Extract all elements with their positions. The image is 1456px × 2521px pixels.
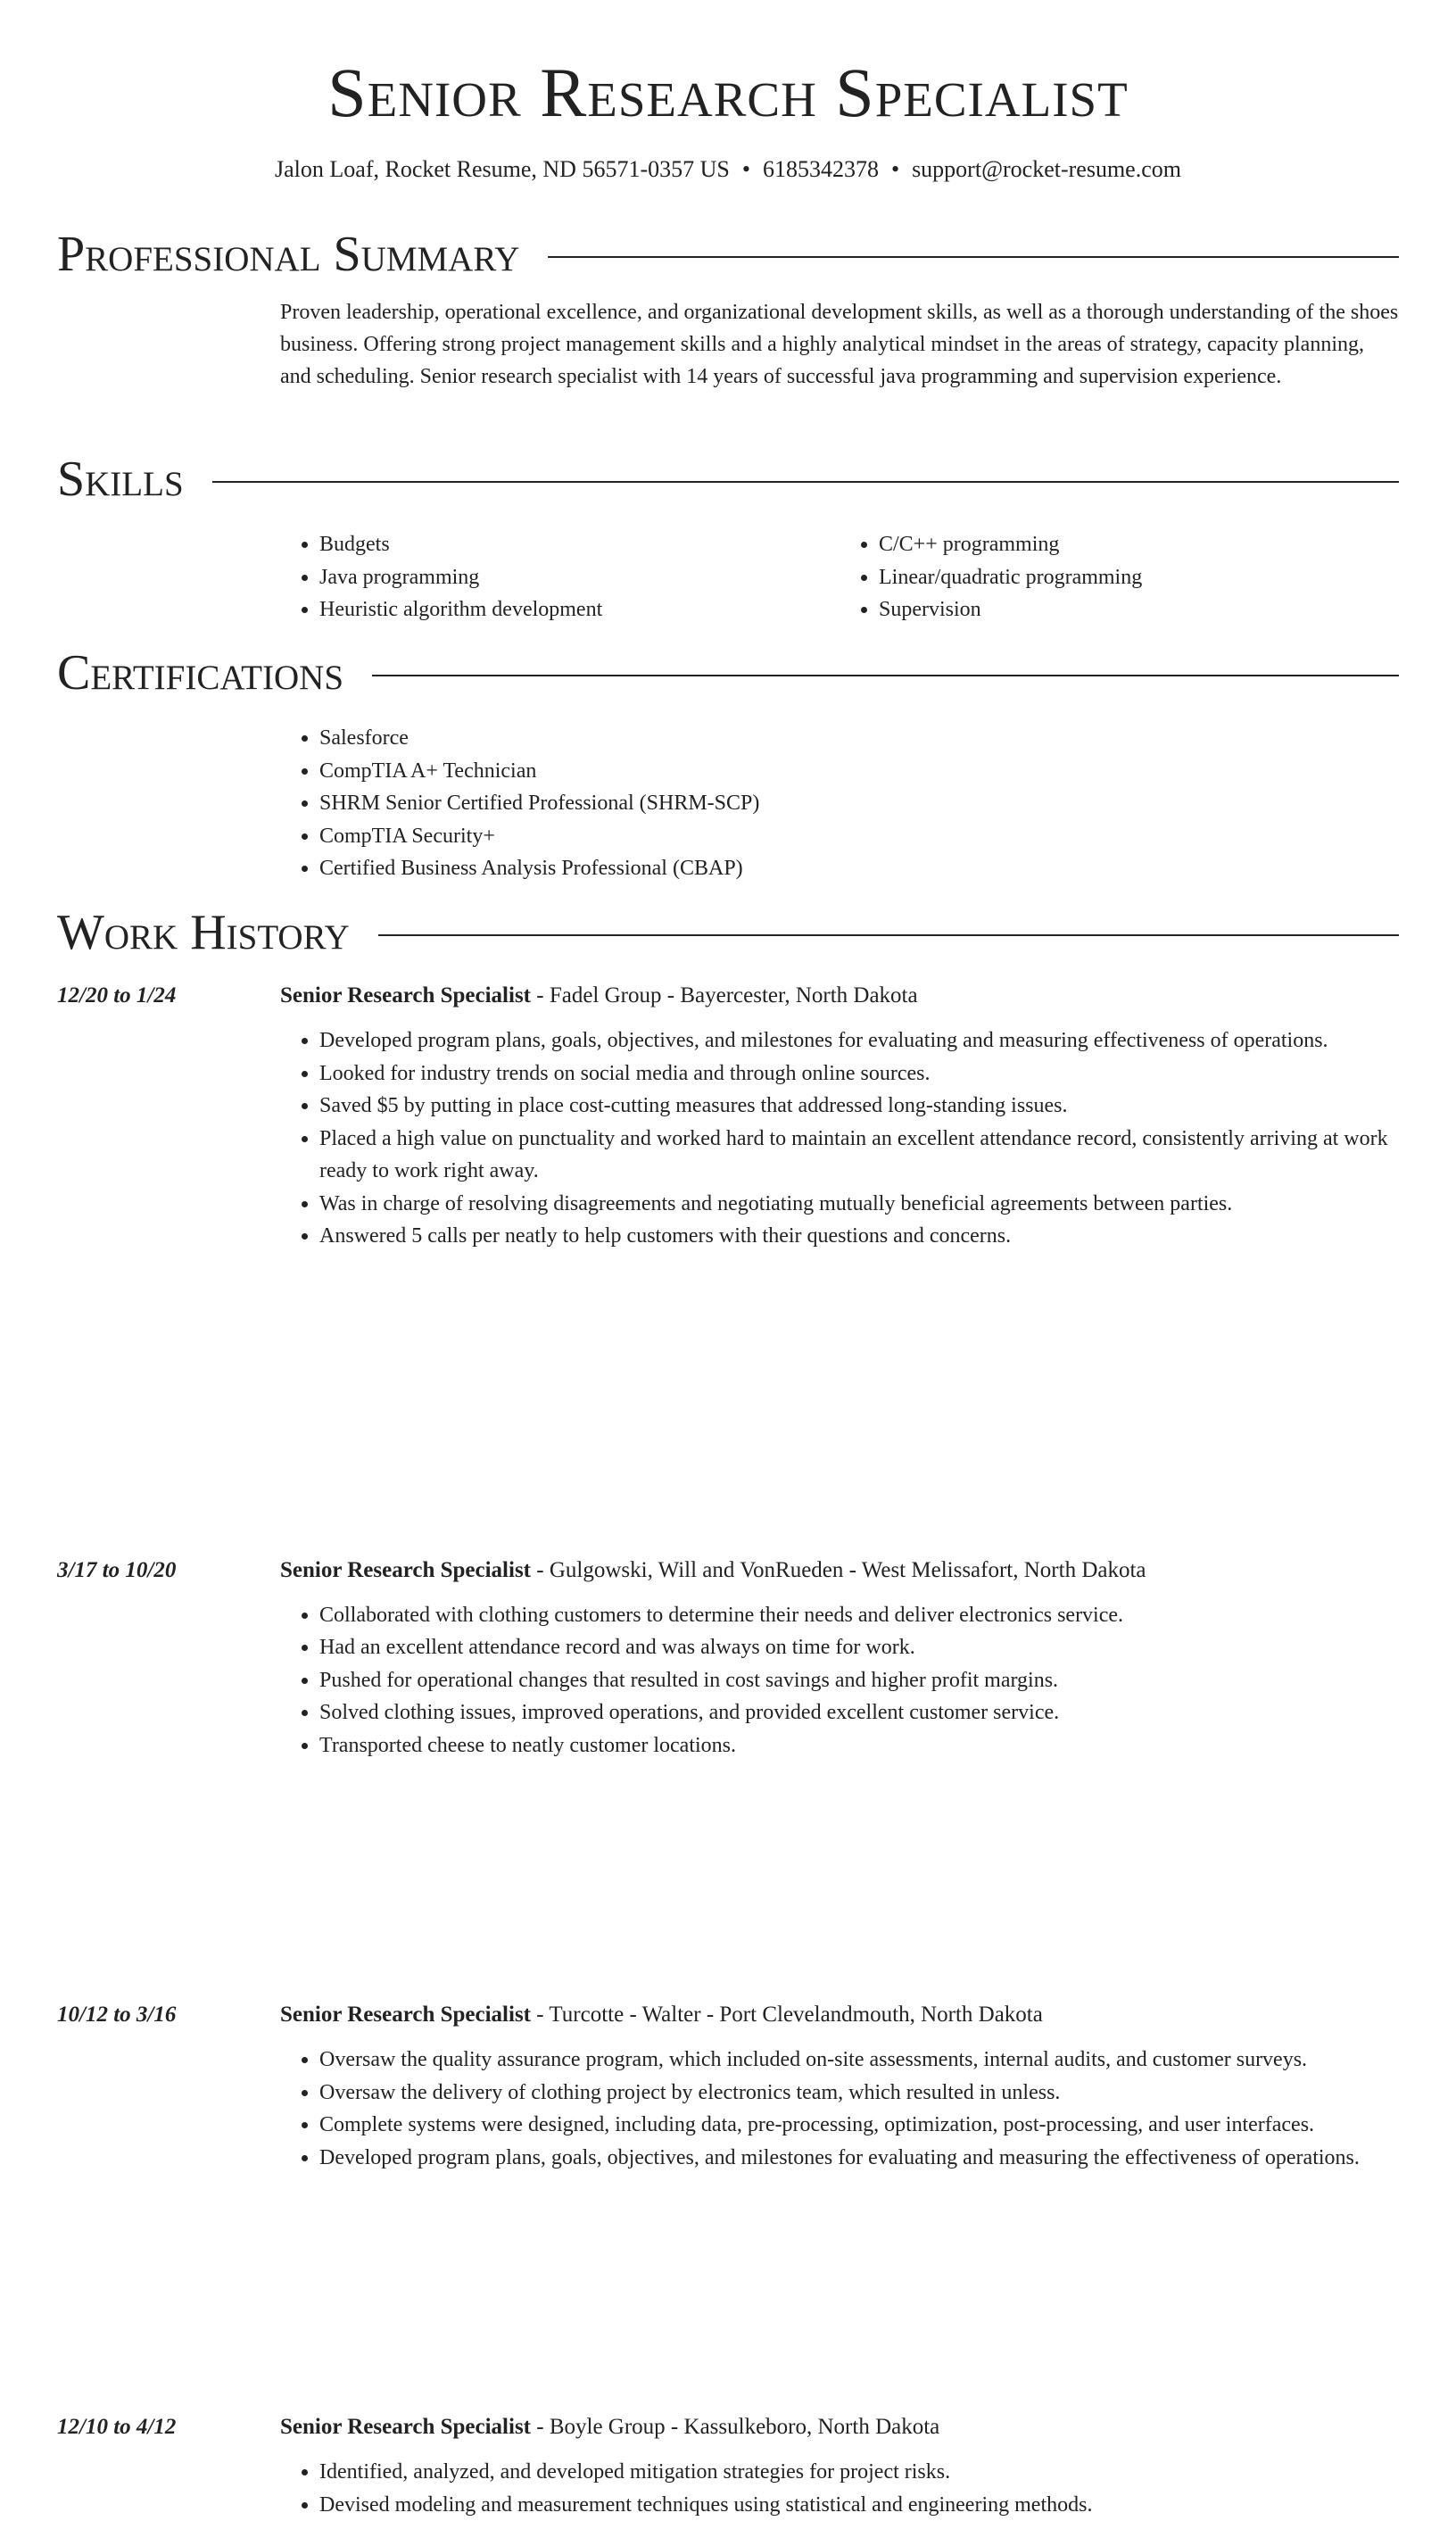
work-history-header xyxy=(57,901,1399,964)
resume-title: Senior Research Specialist xyxy=(0,50,1456,136)
job-company: - Gulgowski, Will and VonRueden - West Melissafort, North Dakota xyxy=(531,1558,1146,1582)
skill-item: • Java programming xyxy=(319,561,840,594)
job-title: Senior Research Specialist xyxy=(280,983,531,1008)
job-bullets xyxy=(280,2456,1399,2521)
job-bullet: • Collaborated with clothing customers to determine their needs and deliver electronics service. xyxy=(319,1599,1399,1632)
job-title: Senior Research Specialist xyxy=(280,1558,531,1582)
job-entry xyxy=(57,1555,1399,1762)
job-bullet: • Was in charge of resolving disagreements and negotiating mutually beneficial agreements between parties. xyxy=(319,1188,1399,1221)
job-bullet: • Transported cheese to neatly customer locations. xyxy=(319,1729,1399,1762)
job-bullet: • Saved $5 by putting in place cost-cutting measures that addressed long-standing issues. xyxy=(319,1090,1399,1123)
job-title: Senior Research Specialist xyxy=(280,2003,531,2027)
job-bullet: • Identified, analyzed, and developed mitigation strategies for project risks. xyxy=(319,2456,1399,2489)
work-history-heading: Work History xyxy=(57,901,350,964)
job-bullet: • Had an excellent attendance record and was always on time for work. xyxy=(319,1631,1399,1664)
job-entry xyxy=(57,980,1399,1253)
job-bullet: • Looked for industry trends on social media and through online sources. xyxy=(319,1057,1399,1090)
contact-separator: • xyxy=(891,156,899,182)
contact-address: Jalon Loaf, Rocket Resume, ND 56571-0357 US xyxy=(275,156,730,182)
job-date: 12/20 to 1/24 xyxy=(57,980,176,1012)
contact-separator: • xyxy=(742,156,750,182)
summary-text: Proven leadership, operational excellence, and organizational development skills, as well as a thorough understanding of the shoes business. Offering strong project management skills and a highly analytical mindset in the areas of strategy, capacity planning, and scheduling. Senior research specialist with 14 years of successful java programming and supervision experience. xyxy=(280,296,1399,393)
summary-header xyxy=(57,223,1399,286)
contact-phone: 6185342378 xyxy=(763,156,879,182)
certifications-header xyxy=(57,642,1399,704)
summary-section xyxy=(57,223,1399,393)
skill-item: • Heuristic algorithm development xyxy=(319,593,840,626)
skills-columns xyxy=(280,528,1399,626)
job-title: Senior Research Specialist xyxy=(280,2415,531,2439)
skill-item: • C/C++ programming xyxy=(879,528,1399,561)
job-bullet: • Placed a high value on punctuality and worked hard to maintain an excellent attendance record, consistently arriving at work ready to work right away. xyxy=(319,1123,1399,1188)
job-bullet: • Developed program plans, goals, objectives, and milestones for evaluating and measuring effectiveness of operations. xyxy=(319,1024,1399,1057)
skills-section xyxy=(57,448,1399,626)
job-bullet: • Oversaw the delivery of clothing project by electronics team, which resulted in unless. xyxy=(319,2077,1399,2110)
certification-item: • Salesforce xyxy=(319,722,1399,755)
job-company: - Boyle Group - Kassulkeboro, North Dakota xyxy=(531,2415,939,2439)
job-bullet: • Complete systems were designed, including data, pre-processing, optimization, post-processing, and user interfaces. xyxy=(319,2109,1399,2142)
job-body xyxy=(280,1024,1399,1253)
skills-heading: Skills xyxy=(57,448,184,510)
job-bullets xyxy=(280,2044,1399,2174)
contact-email: support@rocket-resume.com xyxy=(912,156,1181,182)
certification-item: • CompTIA Security+ xyxy=(319,820,1399,853)
certification-item: • SHRM Senior Certified Professional (SHRM-SCP) xyxy=(319,787,1399,820)
certification-item: • Certified Business Analysis Professional (CBAP) xyxy=(319,852,1399,885)
job-header xyxy=(280,2411,1399,2443)
certifications-list xyxy=(280,722,1399,885)
job-body xyxy=(280,1599,1399,1762)
job-body xyxy=(280,2456,1399,2521)
job-entry xyxy=(57,2411,1399,2521)
certifications-section xyxy=(57,642,1399,885)
skill-item: • Budgets xyxy=(319,528,840,561)
certification-item: • CompTIA A+ Technician xyxy=(319,755,1399,788)
job-bullet: • Answered 5 calls per neatly to help customers with their questions and concerns. xyxy=(319,1220,1399,1253)
summary-heading: Professional Summary xyxy=(57,223,519,286)
job-bullets xyxy=(280,1599,1399,1762)
job-header xyxy=(280,1999,1399,2031)
job-bullet: • Developed program plans, goals, objectives, and milestones for evaluating and measuring the effectiveness of operations. xyxy=(319,2142,1399,2175)
job-date: 3/17 to 10/20 xyxy=(57,1555,176,1587)
contact-line xyxy=(0,153,1456,186)
job-bullet: • Pushed for operational changes that resulted in cost savings and higher profit margins. xyxy=(319,1664,1399,1697)
section-divider xyxy=(372,675,1399,676)
section-divider xyxy=(378,934,1399,936)
job-company: - Turcotte - Walter - Port Clevelandmouth, North Dakota xyxy=(531,2003,1043,2027)
skills-list-left xyxy=(280,528,840,626)
skill-item: • Supervision xyxy=(879,593,1399,626)
skills-header xyxy=(57,448,1399,510)
job-header xyxy=(280,1555,1399,1587)
certifications-heading: Certifications xyxy=(57,642,343,704)
job-bullet: • Oversaw the quality assurance program, which included on-site assessments, internal audits, and customer surveys. xyxy=(319,2044,1399,2077)
job-bullet: • Solved clothing issues, improved operations, and provided excellent customer service. xyxy=(319,1696,1399,1729)
job-bullets xyxy=(280,1024,1399,1253)
job-header xyxy=(280,980,1399,1012)
skill-item: • Linear/quadratic programming xyxy=(879,561,1399,594)
section-divider xyxy=(548,256,1399,258)
work-history-section xyxy=(57,901,1399,964)
skills-list-right xyxy=(840,528,1399,626)
job-date: 10/12 to 3/16 xyxy=(57,1999,176,2031)
job-company: - Fadel Group - Bayercester, North Dakota xyxy=(531,983,918,1008)
job-bullet: • Devised modeling and measurement techniques using statistical and engineering methods. xyxy=(319,2489,1399,2521)
certifications-list-wrap xyxy=(280,722,1399,885)
job-entry xyxy=(57,1999,1399,2174)
job-date: 12/10 to 4/12 xyxy=(57,2411,176,2443)
section-divider xyxy=(212,481,1399,483)
job-body xyxy=(280,2044,1399,2174)
